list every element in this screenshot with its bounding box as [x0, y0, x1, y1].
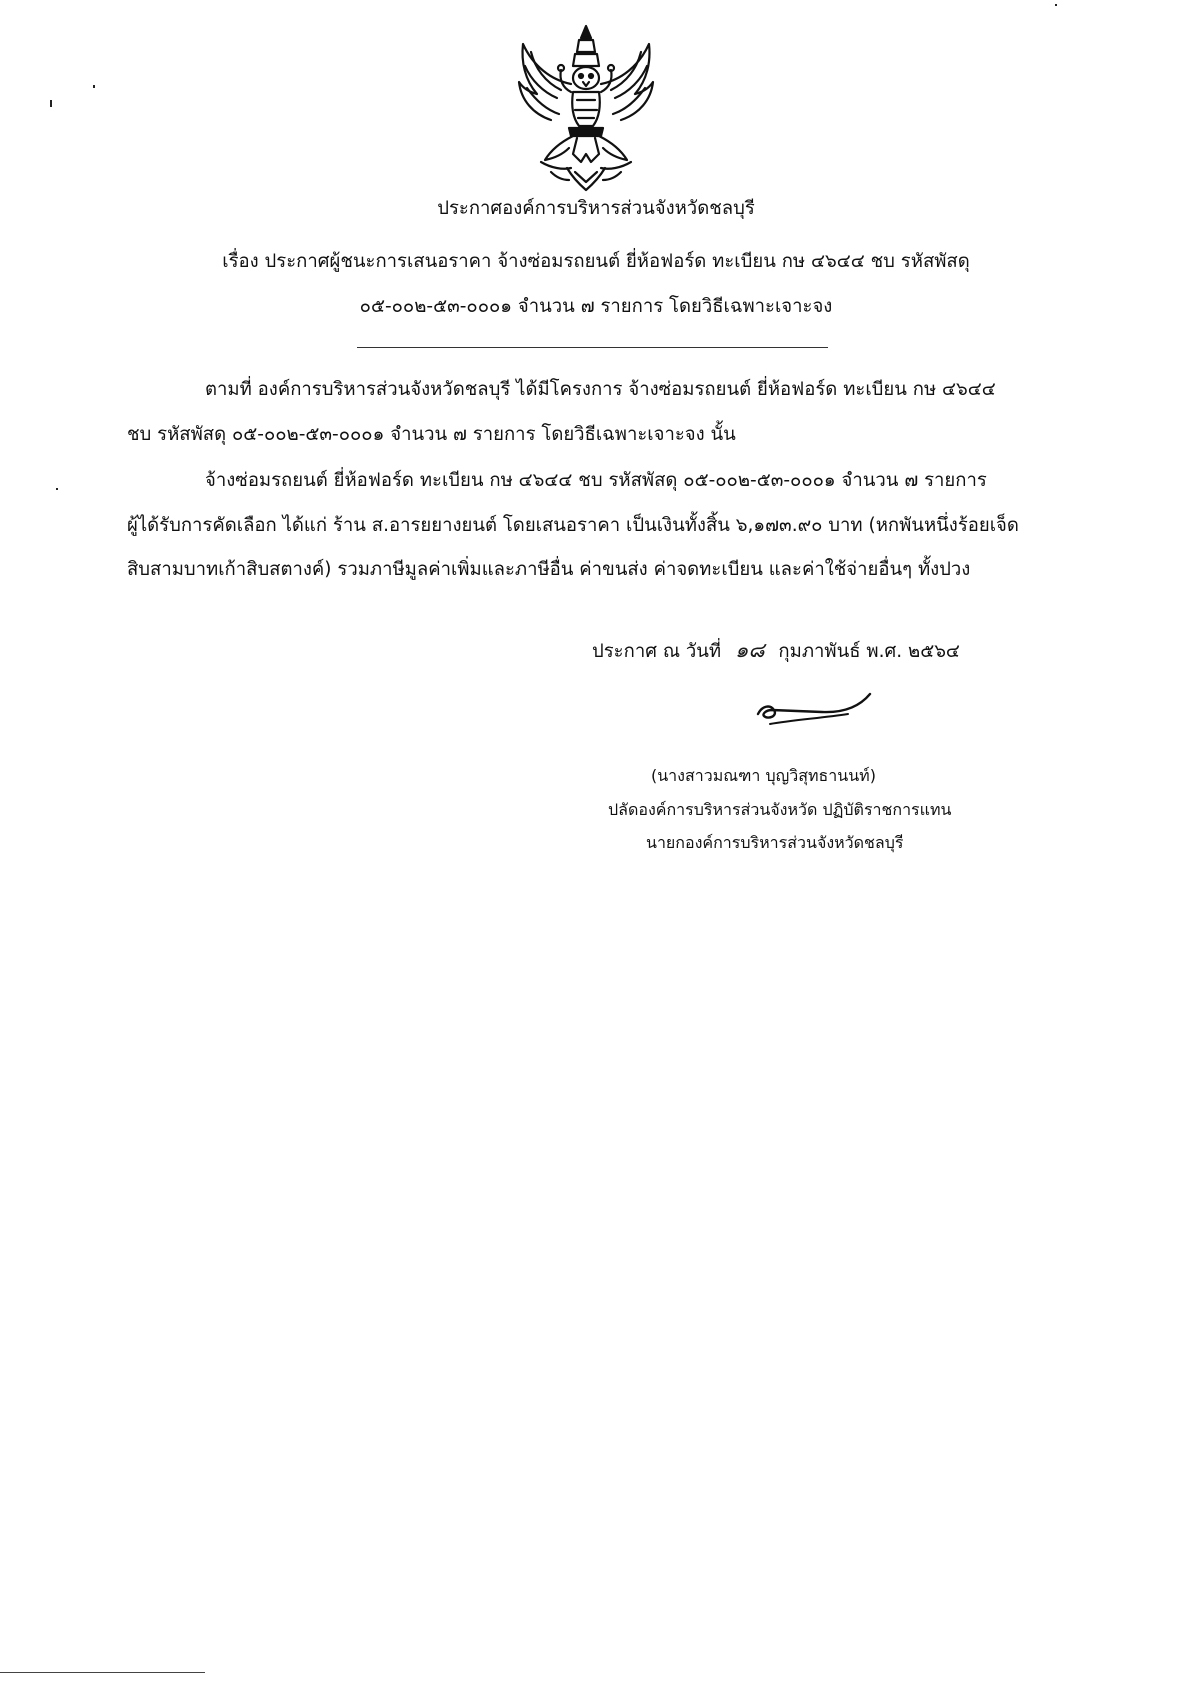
scan-speck: [50, 100, 52, 107]
date-day-handwritten: ๑๘: [735, 638, 765, 662]
header-divider: [357, 347, 828, 348]
subject-line-continued: ๐๕-๐๐๒-๕๓-๐๐๐๑ จำนวน ๗ รายการ โดยวิธีเฉพาะเจาะจง: [359, 296, 833, 317]
signatory-position-line-2: นายกองค์การบริหารส่วนจังหวัดชลบุรี: [646, 833, 904, 852]
scan-speck: [1055, 4, 1057, 6]
paragraph-2-line-2: ผู้ได้รับการคัดเลือก ได้แก่ ร้าน ส.อารยยางยนต์ โดยเสนอราคา เป็นเงินทั้งสิ้น ๖,๑๗๓.๙๐ บาท (หกพันหนึ่งร้อยเจ็ด: [127, 515, 1019, 536]
handwritten-signature-icon: [752, 684, 882, 734]
date-month-year: กุมภาพันธ์ พ.ศ. ๒๕๖๔: [778, 641, 960, 662]
signatory-name: (นางสาวมณฑา บุญวิสุทธานนท์): [651, 766, 876, 785]
garuda-emblem-icon: [511, 22, 661, 194]
subject-line: เรื่อง ประกาศผู้ชนะการเสนอราคา จ้างซ่อมรถยนต์ ยี่ห้อฟอร์ด ทะเบียน กษ ๔๖๔๔ ชบ รหัสพัสดุ: [222, 251, 970, 272]
paragraph-2-line-3: สิบสามบาทเก้าสิบสตางค์) รวมภาษีมูลค่าเพิ่มและภาษีอื่น ค่าขนส่ง ค่าจดทะเบียน และค่าใช้จ่ายอื่นๆ ทั้งปวง: [127, 559, 971, 580]
signatory-position-line-1: ปลัดองค์การบริหารส่วนจังหวัด ปฏิบัติราชการแทน: [608, 800, 952, 819]
scan-edge-line: [0, 1672, 205, 1673]
paragraph-2-line-1: จ้างซ่อมรถยนต์ ยี่ห้อฟอร์ด ทะเบียน กษ ๔๖๔๔ ชบ รหัสพัสดุ ๐๕-๐๐๒-๕๓-๐๐๐๑ จำนวน ๗ รายการ: [205, 470, 987, 491]
date-prefix: ประกาศ ณ วันที่: [592, 641, 722, 662]
paragraph-1-line-1: ตามที่ องค์การบริหารส่วนจังหวัดชลบุรี ได้มีโครงการ จ้างซ่อมรถยนต์ ยี่ห้อฟอร์ด ทะเบียน กษ ๔๖๔๔: [205, 379, 996, 400]
announcement-date: [592, 637, 960, 665]
announcement-title: ประกาศองค์การบริหารส่วนจังหวัดชลบุรี: [437, 198, 755, 219]
scan-speck: [56, 488, 58, 490]
paragraph-1-line-2: ชบ รหัสพัสดุ ๐๕-๐๐๒-๕๓-๐๐๐๑ จำนวน ๗ รายการ โดยวิธีเฉพาะเจาะจง นั้น: [127, 424, 736, 445]
scan-speck: [93, 85, 95, 88]
